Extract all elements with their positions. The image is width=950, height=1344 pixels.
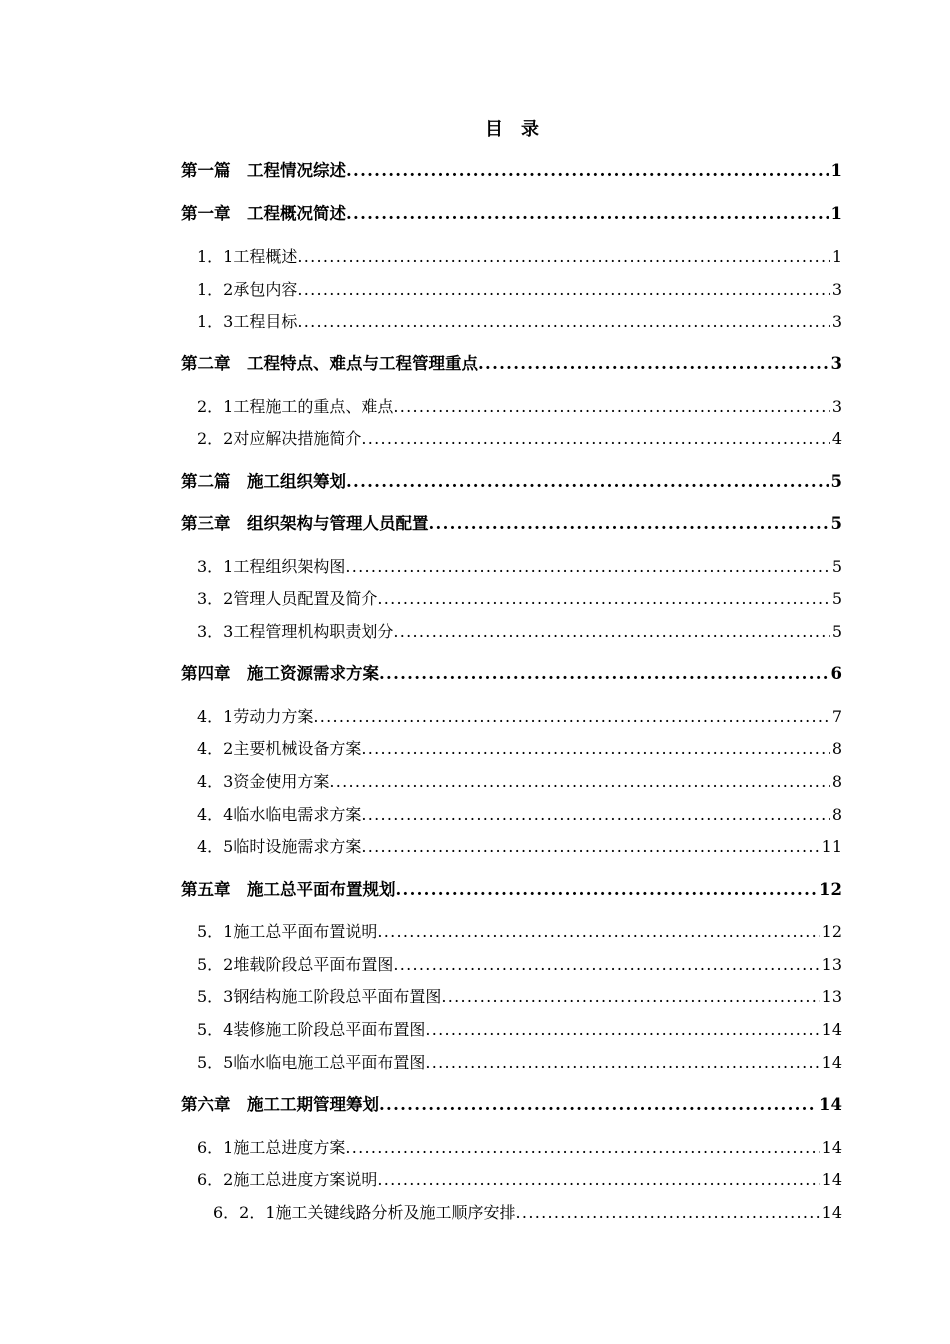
toc-entry[interactable] (197, 704, 842, 728)
toc-leader-dots (346, 471, 829, 493)
toc-entry-label: 6．2施工总进度方案说明 (197, 1170, 378, 1189)
toc-entry-page: 5 (831, 557, 842, 576)
toc-entry-page: 7 (831, 707, 842, 726)
toc-entry-label: 2．1工程施工的重点、难点 (197, 397, 394, 416)
toc-entry[interactable] (197, 984, 842, 1008)
toc-entry-label: 5．2堆载阶段总平面布置图 (197, 955, 394, 974)
toc-leader-dots (393, 396, 829, 418)
toc-entry-label: 1．1工程概述 (197, 247, 298, 266)
toc-leader-dots (516, 1202, 820, 1224)
toc-entry-page: 6 (830, 664, 842, 683)
toc-entry[interactable] (197, 802, 842, 826)
toc-leader-dots (361, 738, 829, 760)
toc-leader-dots (297, 279, 829, 301)
toc-entry-label: 2．2对应解决措施简介 (197, 429, 362, 448)
toc-entry[interactable] (213, 1200, 842, 1224)
toc-entry-label: 3．1工程组织架构图 (197, 557, 346, 576)
toc-leader-dots (346, 160, 829, 182)
toc-leader-dots (329, 771, 829, 793)
toc-entry[interactable] (181, 158, 842, 182)
toc-entry[interactable] (197, 309, 842, 333)
toc-entry-page: 8 (831, 805, 842, 824)
toc-entry-page: 5 (831, 589, 842, 608)
toc-entry-page: 14 (819, 1095, 842, 1114)
toc-entry-label: 5．1施工总平面布置说明 (197, 922, 378, 941)
toc-entry-page: 12 (819, 880, 842, 899)
toc-entry-label: 第四章 施工资源需求方案 (181, 664, 379, 683)
toc-entry-label: 6．1施工总进度方案 (197, 1138, 346, 1157)
toc-entry-label: 第六章 施工工期管理筹划 (181, 1095, 379, 1114)
toc-entry-label: 4．3资金使用方案 (197, 772, 330, 791)
toc-entry-label: 1．2承包内容 (197, 280, 298, 299)
toc-entry[interactable] (197, 394, 842, 418)
toc-entry-label: 4．4临水临电需求方案 (197, 805, 362, 824)
toc-entry-page: 14 (821, 1138, 842, 1157)
toc-entry-label: 1．3工程目标 (197, 312, 298, 331)
toc-entry[interactable] (197, 1050, 842, 1074)
toc-entry-label: 第三章 组织架构与管理人员配置 (181, 514, 429, 533)
toc-entry-page: 14 (821, 1020, 842, 1039)
toc-leader-dots (377, 921, 819, 943)
toc-leader-dots (297, 246, 829, 268)
toc-leader-dots (379, 663, 829, 685)
toc-entry[interactable] (197, 586, 842, 610)
toc-entry-label: 3．2管理人员配置及简介 (197, 589, 378, 608)
toc-leader-dots (361, 804, 829, 826)
toc-entry-page: 5 (831, 622, 842, 641)
toc-entry[interactable] (197, 736, 842, 760)
toc-entry-label: 4．5临时设施需求方案 (197, 837, 362, 856)
toc-entry-label: 第五章 施工总平面布置规划 (181, 880, 396, 899)
toc-leader-dots (313, 706, 829, 728)
toc-entry-label: 第一篇 工程情况综述 (181, 161, 346, 180)
toc-entry[interactable] (197, 426, 842, 450)
toc-entry-page: 1 (830, 204, 842, 223)
toc-entry-page: 5 (830, 472, 842, 491)
toc-leader-dots (429, 513, 829, 535)
toc-leader-dots (361, 836, 819, 858)
toc-entry-page: 4 (831, 429, 842, 448)
toc-entry[interactable] (181, 877, 842, 901)
toc-leader-dots (379, 1094, 817, 1116)
toc-entry[interactable] (197, 1167, 842, 1191)
toc-leader-dots (297, 311, 829, 333)
toc-leader-dots (377, 588, 829, 610)
toc-entry-label: 6．2．1施工关键线路分析及施工顺序安排 (213, 1203, 516, 1222)
toc-entry-page: 14 (821, 1203, 842, 1222)
toc-leader-dots (393, 621, 829, 643)
toc-entry-label: 第二章 工程特点、难点与工程管理重点 (181, 354, 478, 373)
toc-leader-dots (425, 1052, 819, 1074)
toc-entry-label: 第二篇 施工组织筹划 (181, 472, 346, 491)
toc-entry[interactable] (197, 554, 842, 578)
toc-leader-dots (425, 1019, 819, 1041)
toc-entry[interactable] (197, 1135, 842, 1159)
toc-leader-dots (346, 203, 829, 225)
toc-entry[interactable] (197, 952, 842, 976)
toc-entry-label: 4．2主要机械设备方案 (197, 739, 362, 758)
toc-leader-dots (441, 986, 819, 1008)
toc-entry-page: 13 (821, 955, 842, 974)
toc-leader-dots (396, 879, 818, 901)
toc-entry-page: 8 (831, 739, 842, 758)
toc-entry[interactable] (197, 919, 842, 943)
toc-entry[interactable] (181, 511, 842, 535)
toc-entry[interactable] (197, 1017, 842, 1041)
toc-entry-page: 8 (831, 772, 842, 791)
toc-entry-page: 12 (821, 922, 842, 941)
toc-entry-page: 5 (830, 514, 842, 533)
toc-entry-page: 3 (831, 280, 842, 299)
toc-entry[interactable] (181, 661, 842, 685)
toc-entry[interactable] (181, 351, 842, 375)
page-title: 目 录 (485, 119, 539, 140)
toc-entry[interactable] (197, 277, 842, 301)
toc-leader-dots (478, 353, 829, 375)
toc-entry-page: 1 (831, 247, 842, 266)
toc-entry[interactable] (181, 201, 842, 225)
toc-entry[interactable] (197, 769, 842, 793)
toc-entry-page: 11 (821, 837, 842, 856)
toc-entry-page: 3 (831, 397, 842, 416)
toc-entry-label: 第一章 工程概况简述 (181, 204, 346, 223)
toc-entry-page: 13 (821, 987, 842, 1006)
toc-entry[interactable] (197, 619, 842, 643)
toc-leader-dots (377, 1169, 819, 1191)
toc-entry-label: 4．1劳动力方案 (197, 707, 314, 726)
toc-entry[interactable] (197, 834, 842, 858)
toc-entry-page: 1 (830, 161, 842, 180)
toc-leader-dots (361, 428, 829, 450)
toc-entry-page: 14 (821, 1053, 842, 1072)
toc-leader-dots (345, 1137, 819, 1159)
toc-entry-label: 5．3钢结构施工阶段总平面布置图 (197, 987, 442, 1006)
toc-entry[interactable] (197, 244, 842, 268)
toc-entry-label: 5．5临水临电施工总平面布置图 (197, 1053, 426, 1072)
toc-entry-label: 3．3工程管理机构职责划分 (197, 622, 394, 641)
toc-entry-page: 14 (821, 1170, 842, 1189)
toc-entry-page: 3 (830, 354, 842, 373)
toc-leader-dots (345, 556, 829, 578)
toc-leader-dots (393, 954, 819, 976)
toc-entry-page: 3 (831, 312, 842, 331)
toc-entry-label: 5．4装修施工阶段总平面布置图 (197, 1020, 426, 1039)
toc-entry[interactable] (181, 469, 842, 493)
toc-entry[interactable] (181, 1092, 842, 1116)
